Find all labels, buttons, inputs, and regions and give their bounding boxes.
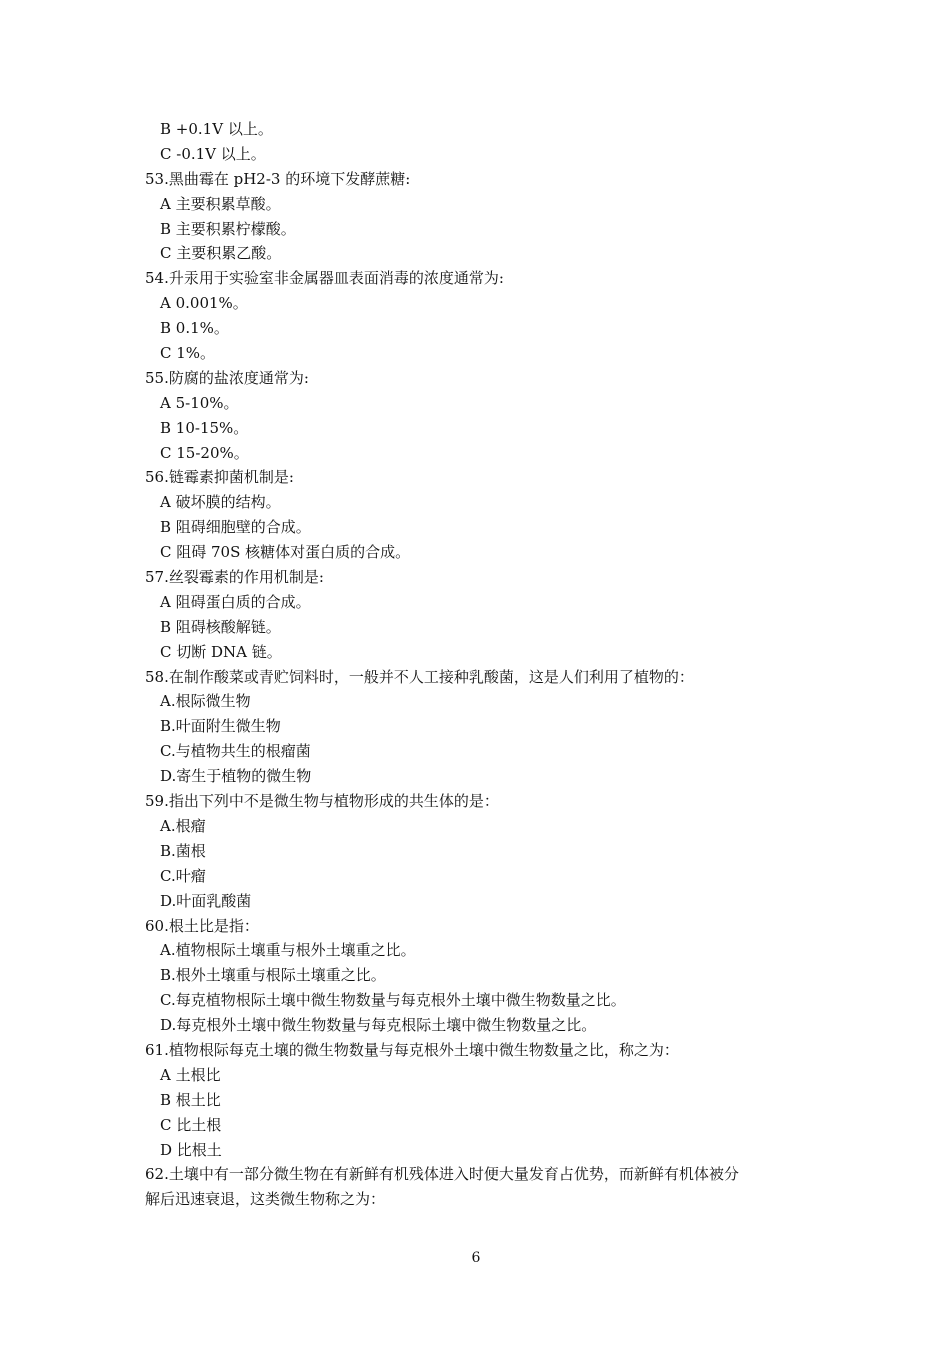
option-item: A.植物根际土壤重与根外土壤重之比。 <box>160 941 416 960</box>
option-item: A 5-10%。 <box>160 393 239 412</box>
question-text: 61.植物根际每克土壤的微生物数量与每克根外土壤中微生物数量之比，称之为： <box>145 1040 679 1059</box>
option-item: C.叶瘤 <box>160 866 206 885</box>
option-item: C -0.1V 以上。 <box>160 144 266 163</box>
option-item: B 0.1%。 <box>160 319 229 338</box>
page-number: 6 <box>471 1250 481 1266</box>
question-text: 55.防腐的盐浓度通常为: <box>145 368 309 387</box>
question-text: 53.黑曲霉在 pH2-3 的环境下发酵蔗糖: <box>145 169 411 188</box>
option-item: C 主要积累乙酸。 <box>160 244 282 263</box>
option-item: C.每克植物根际土壤中微生物数量与每克根外土壤中微生物数量之比。 <box>160 991 626 1010</box>
option-item: D 比根土 <box>160 1140 222 1159</box>
option-item: B 阻碍细胞壁的合成。 <box>160 518 311 537</box>
question-list <box>145 117 815 1212</box>
question-text: 54.升汞用于实验室非金属器皿表面消毒的浓度通常为: <box>145 269 504 288</box>
question-text: 59.指出下列中不是微生物与植物形成的共生体的是： <box>145 792 499 811</box>
option-item: B.菌根 <box>160 841 206 860</box>
option-item: B 阻碍核酸解链。 <box>160 617 281 636</box>
option-item: A 0.001%。 <box>160 294 248 313</box>
question-text-continued: 解后迅速衰退，这类微生物称之为： <box>145 1190 386 1209</box>
option-item: A 破坏膜的结构。 <box>160 493 281 512</box>
option-item: C 1%。 <box>160 344 216 363</box>
option-item: B 10-15%。 <box>160 418 249 437</box>
question-text: 58.在制作酸菜或青贮饲料时，一般并不人工接种乳酸菌，这是人们利用了植物的： <box>145 667 694 686</box>
question-text: 56.链霉素抑菌机制是: <box>145 468 294 487</box>
option-item: D.每克根外土壤中微生物数量与每克根际土壤中微生物数量之比。 <box>160 1016 597 1035</box>
option-item: C 阻碍 70S 核糖体对蛋白质的合成。 <box>160 543 411 562</box>
option-item: B.根外土壤重与根际土壤重之比。 <box>160 966 386 985</box>
option-item: B 根土比 <box>160 1090 221 1109</box>
option-item: B 主要积累柠檬酸。 <box>160 219 296 238</box>
question-text: 57.丝裂霉素的作用机制是: <box>145 568 324 587</box>
option-item: C 切断 DNA 链。 <box>160 642 282 661</box>
option-item: D.叶面乳酸菌 <box>160 891 252 910</box>
option-item: A.根际微生物 <box>160 692 251 711</box>
option-item: A.根瘤 <box>160 816 206 835</box>
option-item: C.与植物共生的根瘤菌 <box>160 742 311 761</box>
option-item: C 比土根 <box>160 1115 222 1134</box>
question-text: 60.根土比是指： <box>145 916 259 935</box>
option-item: A 土根比 <box>160 1065 221 1084</box>
option-item: A 主要积累草酸。 <box>160 194 281 213</box>
question-text: 62.土壤中有一部分微生物在有新鲜有机残体进入时便大量发育占优势，而新鲜有机体被分 <box>145 1165 739 1184</box>
option-item: A 阻碍蛋白质的合成。 <box>160 592 311 611</box>
option-item: D.寄生于植物的微生物 <box>160 767 312 786</box>
option-item: C 15-20%。 <box>160 443 249 462</box>
option-item: B +0.1V 以上。 <box>160 120 273 138</box>
option-item: B.叶面附生微生物 <box>160 717 281 736</box>
